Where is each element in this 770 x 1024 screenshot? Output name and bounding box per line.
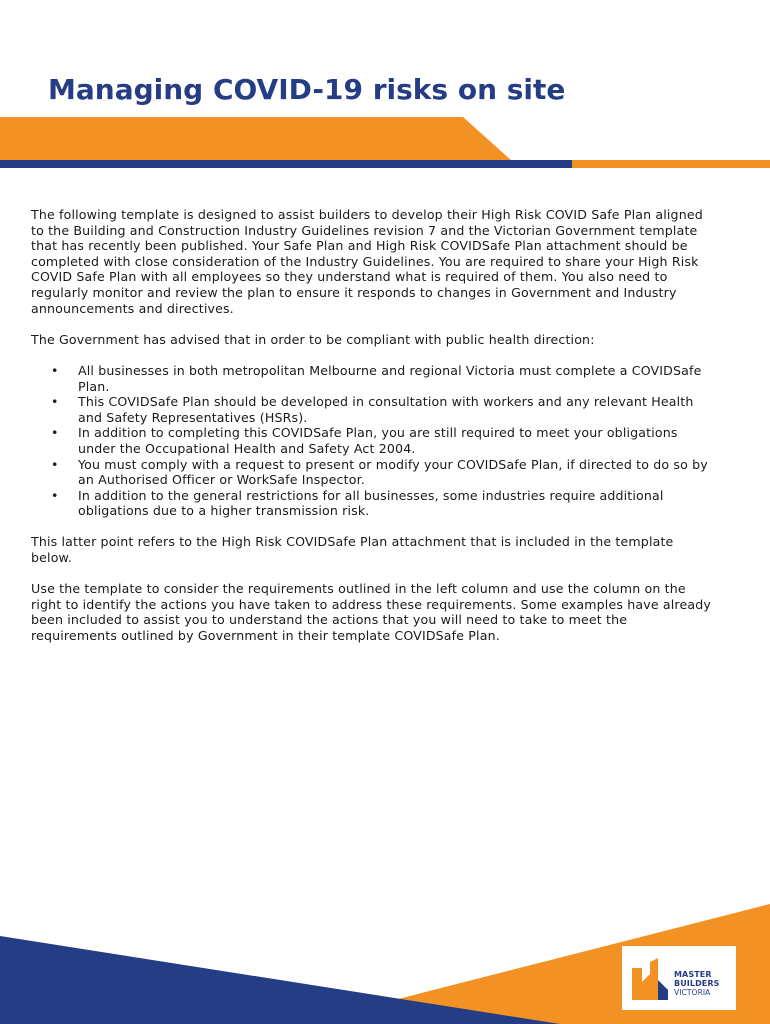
header-orange-shape [0, 117, 511, 160]
list-item [31, 363, 711, 394]
list-item [31, 488, 711, 519]
master-builders-logo [622, 946, 736, 1010]
building-logo-icon [632, 958, 668, 1000]
bullet-icon: • [51, 487, 59, 503]
intro-paragraph: The following template is designed to assist builders to develop their High Risk COVID Safe Plan aligned to the Building and Construction Industry Guidelines revision 7 and the Victorian Government template that has recently been published. Your Safe Plan and High Risk COVIDSafe Plan attachment should be completed with close consideration of the Industry Guidelines. You are required to share your High Risk COVID Safe Plan with all employees so they understand what is required of them. You also need to regularly monitor and review the plan to ensure it responds to changes in Government and Industry announcements and directives. [31, 207, 703, 316]
list-item-text: This COVIDSafe Plan should be developed in consultation with workers and any relevant Health and Safety Representatives (HSRs). [78, 394, 694, 425]
page-title: Managing COVID-19 risks on site [48, 73, 566, 106]
list-item [31, 425, 711, 456]
requirements-list [31, 363, 711, 519]
list-item-text: In addition to the general restrictions for all businesses, some industries require additional obligations due to a higher transmission risk. [78, 487, 664, 519]
usage-paragraph: Use the template to consider the requirements outlined in the left column and use the column on the right to identify the actions you have taken to address these requirements. Some examples have already been included to assist you to understand the actions that you will need to take to meet the requirements outlined by Government in their template COVIDSafe Plan. [31, 581, 711, 644]
advice-lead-paragraph: The Government has advised that in order to be compliant with public health direction: [31, 331, 595, 347]
list-item [31, 457, 711, 488]
header-orange-stripe [572, 160, 770, 168]
logo-wordmark [674, 970, 720, 997]
list-item-text: All businesses in both metropolitan Melbourne and regional Victoria must complete a COVIDSafe Plan. [78, 362, 702, 394]
bullet-icon: • [51, 362, 59, 378]
bullet-icon: • [51, 394, 59, 410]
header-navy-stripe [0, 160, 572, 168]
logo-line-builders: BUILDERS [674, 979, 720, 988]
list-item [31, 394, 711, 425]
logo-line-victoria: VICTORIA [674, 988, 711, 997]
bullet-icon: • [51, 425, 59, 441]
latter-point-paragraph: This latter point refers to the High Risk COVIDSafe Plan attachment that is included in the template below. [31, 534, 674, 566]
list-item-text: In addition to completing this COVIDSafe Plan, you are still required to meet your obligations under the Occupational Health and Safety Act 2004. [78, 425, 678, 456]
list-item-text: You must comply with a request to present or modify your COVIDSafe Plan, if directed to do so by an Authorised Officer or WorkSafe Inspector. [78, 456, 708, 488]
document-body [31, 207, 711, 659]
logo-line-master: MASTER [674, 970, 712, 979]
header-banner [0, 0, 770, 175]
bullet-icon: • [51, 456, 59, 472]
